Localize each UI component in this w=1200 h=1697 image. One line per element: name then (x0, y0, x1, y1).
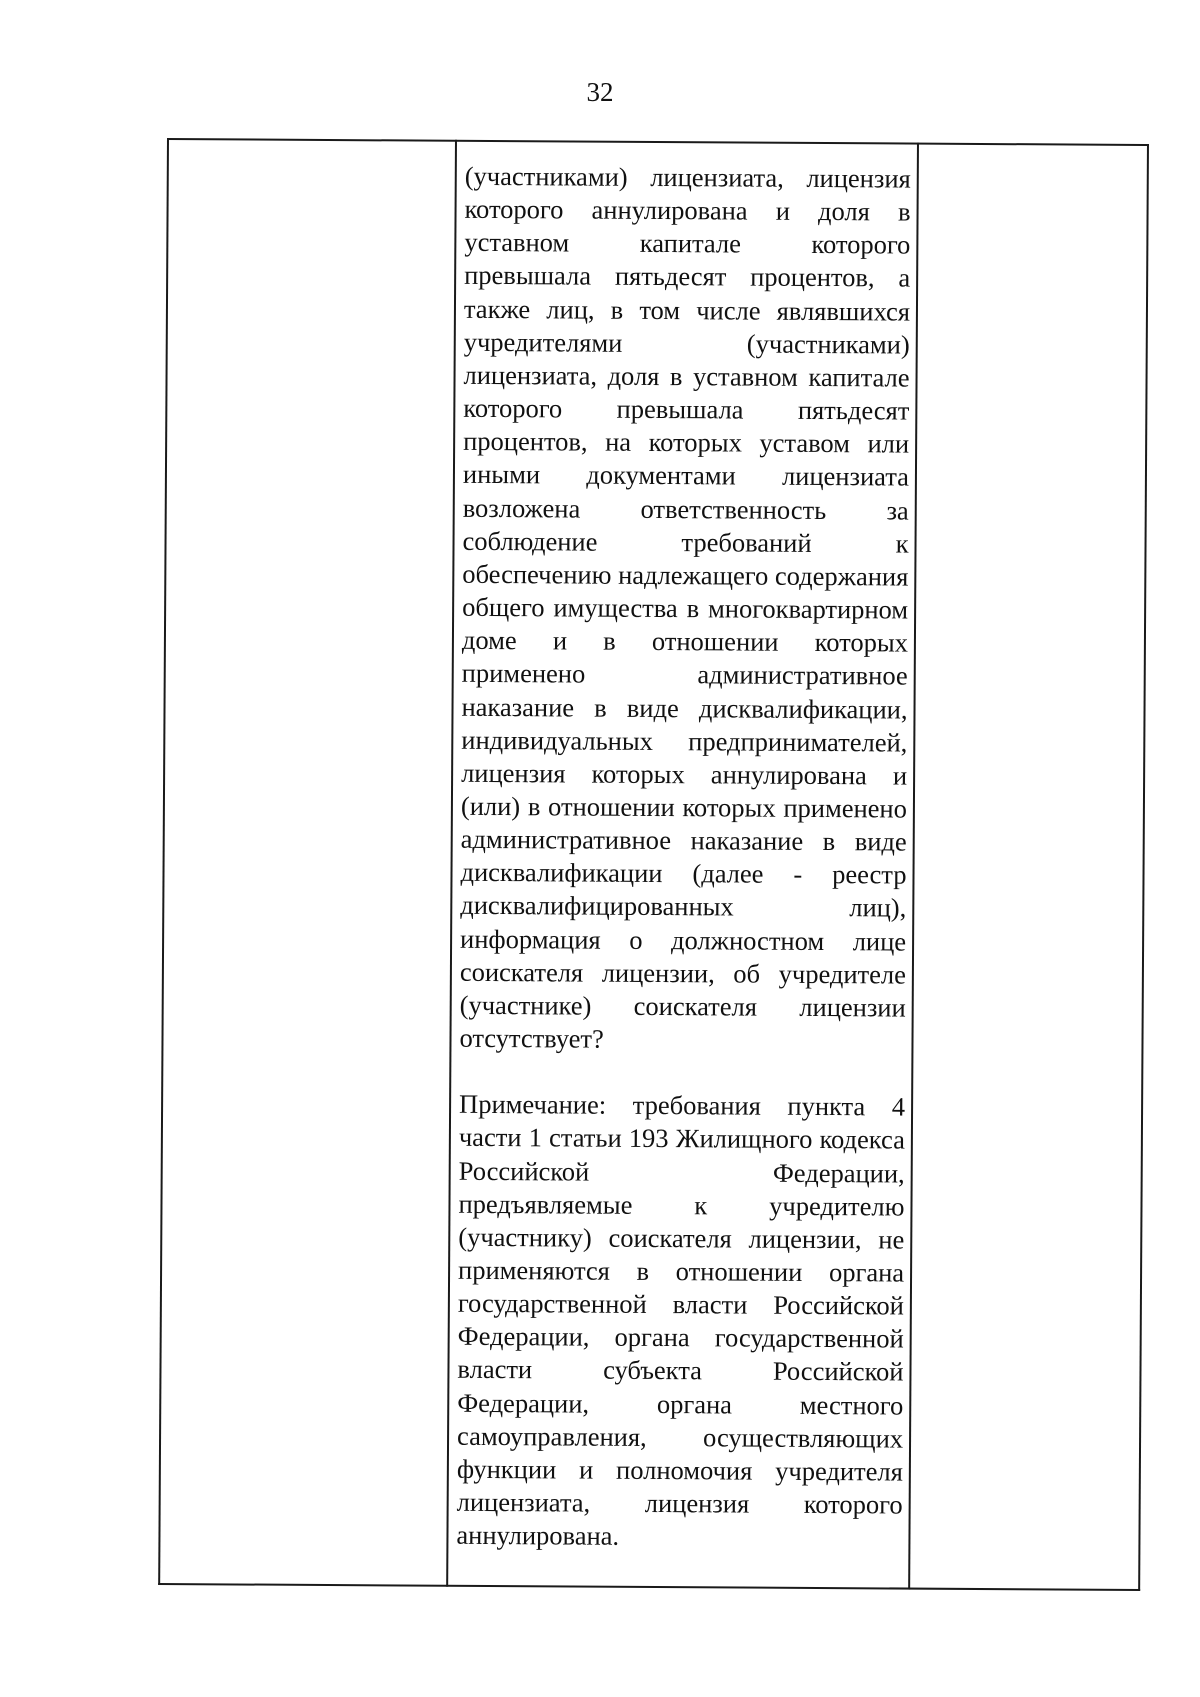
table-left-border (158, 138, 169, 1585)
table-bottom-border (158, 1583, 1140, 1591)
column-divider-left (446, 140, 457, 1587)
requirements-table (158, 138, 1149, 1591)
page-number: 32 (586, 77, 614, 107)
table-right-border (1138, 144, 1149, 1591)
paragraph-spacer (459, 1055, 905, 1091)
column-divider-right (908, 143, 919, 1590)
table-top-border (167, 138, 1149, 146)
requirement-text: (участниками) лицензиата, лицензия которого аннулирована и доля в уставном капитале которого превышала пятьдесят процентов, а также лиц, в том числе являвшихся учредителями (участниками) лицензиата, доля в уставном капитале которого превышала пятьдесят процентов, на которых уставом или иными документами лицензиата возложена ответственность за соблюдение требований к обеспечению надлежащего содержания общего имущества в многоквартирном доме и в отношении которых применено административное наказание в виде дисквалификации, индивидуальных предпринимателей, лицензия которых аннулирована и (или) в отношении которых применено административное наказание в виде дисквалификации (далее - реестр дисквалифицированных лиц), информация о должностном лице соискателя лицензии, об учредителе (участнике) соискателя лицензии отсутствует? (459, 160, 911, 1054)
note-text: Примечание: требования пункта 4 части 1 статьи 193 Жилищного кодекса Российской Федерации, предъявляемые к учредителю (участнику) соискателя лицензии, не применяются в отношении органа государственной власти Российской Федерации, органа государственной власти субъекта Российской Федерации, органа местного самоуправления, осуществляющих функции и полномочия учредителя лицензиата, лицензия которого аннулирована. (456, 1089, 906, 1552)
table-cell-requirement (456, 160, 910, 1555)
